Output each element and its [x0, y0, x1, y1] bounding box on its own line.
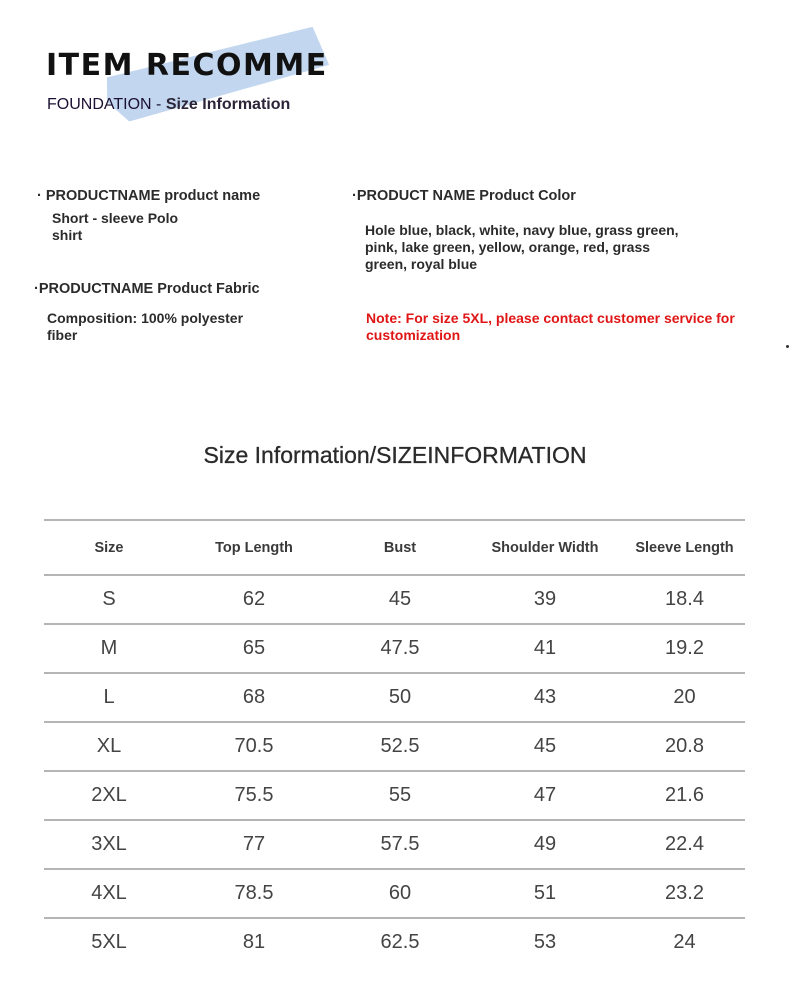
header-top-length: Top Length: [174, 520, 334, 575]
cell-shoulder-width: 51: [466, 869, 624, 918]
size-table: [44, 519, 745, 966]
subtitle-foundation: FOUNDATION -: [47, 96, 166, 113]
cell-bust: 60: [334, 869, 466, 918]
cell-size: XL: [44, 722, 174, 771]
cell-top-length: 77: [174, 820, 334, 869]
cell-top-length: 65: [174, 624, 334, 673]
cell-sleeve-length: 20.8: [624, 722, 745, 771]
table-row: [44, 771, 745, 820]
cell-size: 3XL: [44, 820, 174, 869]
cell-top-length: 75.5: [174, 771, 334, 820]
cell-sleeve-length: 20: [624, 673, 745, 722]
cell-bust: 57.5: [334, 820, 466, 869]
header-bust: Bust: [334, 520, 466, 575]
cell-top-length: 62: [174, 575, 334, 624]
cell-sleeve-length: 18.4: [624, 575, 745, 624]
cell-size: 5XL: [91, 931, 127, 953]
table-row: [44, 673, 745, 722]
cell-size: S: [44, 575, 174, 624]
edge-dot: [786, 345, 789, 348]
cell-sleeve-length: 19.2: [624, 624, 745, 673]
cell-top-length: 81: [242, 931, 266, 953]
product-color-value: Hole blue, black, white, navy blue, grass green, pink, lake green, yellow, orange, red, grass green, royal blue: [365, 222, 679, 272]
product-name-value: Short - sleeve Polo shirt: [52, 210, 179, 243]
cell-top-length: 68: [174, 673, 334, 722]
brand-title: ITEM RECOMME: [46, 48, 328, 83]
cell-shoulder-width: 49: [466, 820, 624, 869]
product-color-label: ·PRODUCT NAME Product Color: [352, 188, 576, 204]
cell-bust: 50: [334, 673, 466, 722]
product-fabric-value: Composition: 100% polyester fiber: [47, 310, 244, 343]
table-row: [44, 575, 745, 624]
header-shoulder-width: Shoulder Width: [466, 520, 624, 575]
cell-bust: 52.5: [334, 722, 466, 771]
product-fabric-label: ·PRODUCTNAME Product Fabric: [34, 281, 260, 297]
cell-sleeve-length: 24: [673, 931, 696, 953]
product-name-label: · PRODUCTNAME product name: [37, 188, 261, 204]
cell-shoulder-width: 47: [466, 771, 624, 820]
cell-top-length: 78.5: [174, 869, 334, 918]
cell-bust: 62.5: [380, 931, 420, 953]
header-sleeve-length: Sleeve Length: [624, 520, 745, 575]
subtitle-size-info: Size Information: [165, 96, 291, 113]
cell-sleeve-length: 22.4: [624, 820, 745, 869]
header-size: Size: [44, 520, 174, 575]
cell-size: L: [44, 673, 174, 722]
cell-shoulder-width: 43: [466, 673, 624, 722]
cell-size: M: [44, 624, 174, 673]
customization-note: Note: For size 5XL, please contact customer service for customization: [366, 310, 735, 343]
size-section-title: Size Information/SIZEINFORMATION: [203, 442, 587, 468]
cell-bust: 47.5: [334, 624, 466, 673]
cell-shoulder-width: 45: [466, 722, 624, 771]
cell-shoulder-width: 39: [466, 575, 624, 624]
cell-shoulder-width: 53: [533, 931, 557, 953]
cell-size: 2XL: [44, 771, 174, 820]
table-row: [44, 722, 745, 771]
cell-sleeve-length: 23.2: [624, 869, 745, 918]
table-row: [44, 820, 745, 869]
cell-shoulder-width: 41: [466, 624, 624, 673]
cell-sleeve-length: 21.6: [624, 771, 745, 820]
size-table-header-row: [44, 520, 745, 575]
cell-size: 4XL: [44, 869, 174, 918]
table-row: [44, 624, 745, 673]
brand-header: [46, 40, 346, 130]
cell-bust: 55: [334, 771, 466, 820]
brand-subtitle: [47, 96, 290, 114]
table-row: [44, 918, 745, 966]
cell-top-length: 70.5: [174, 722, 334, 771]
table-row: [44, 869, 745, 918]
cell-bust: 45: [334, 575, 466, 624]
